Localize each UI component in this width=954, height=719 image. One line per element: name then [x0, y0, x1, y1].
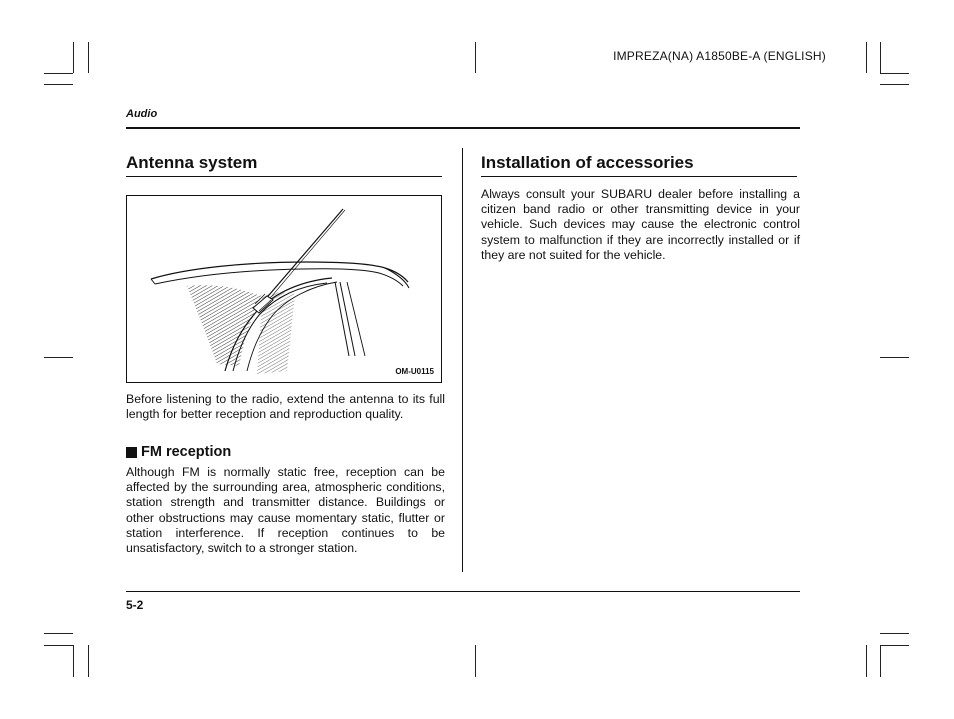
fm-reception-text: Although FM is normally static free, reception can be affected by the surrounding area, atmospheric conditions, station strength and transmitter distance. Buildings or other obstructions may cause momentary static, flutter or station interference. If reception continues to be unsatisfactory, switch to a stronger station.: [126, 465, 445, 556]
document-code: IMPREZA(NA) A1850BE-A (ENGLISH): [613, 49, 826, 63]
footer-rule: [126, 591, 800, 592]
antenna-figure: [126, 195, 442, 383]
section-title: Audio: [126, 108, 158, 120]
figure-code: OM-U0115: [395, 367, 434, 376]
fm-reception-heading: [126, 444, 231, 460]
installation-heading-rule: [481, 176, 797, 177]
fm-reception-title: FM reception: [141, 444, 232, 460]
car-antenna-illustration: [127, 196, 442, 383]
header-rule: [126, 127, 800, 129]
page-number: 5-2: [126, 598, 144, 612]
antenna-intro-text: Before listening to the radio, extend the antenna to its full length for better reception and reproduction quality.: [126, 392, 445, 422]
installation-text: Always consult your SUBARU dealer before installing a citizen band radio or other transmitting device in your vehicle. Such devices may cause the electronic control system to malfunction if they are incorrectly installed or if they are not suited for the vehicle.: [481, 187, 800, 262]
antenna-system-heading: Antenna system: [126, 153, 258, 172]
installation-heading: Installation of accessories: [481, 153, 694, 172]
antenna-heading-rule: [126, 176, 442, 177]
section-bullet-icon: [126, 447, 137, 458]
column-divider: [462, 148, 463, 572]
